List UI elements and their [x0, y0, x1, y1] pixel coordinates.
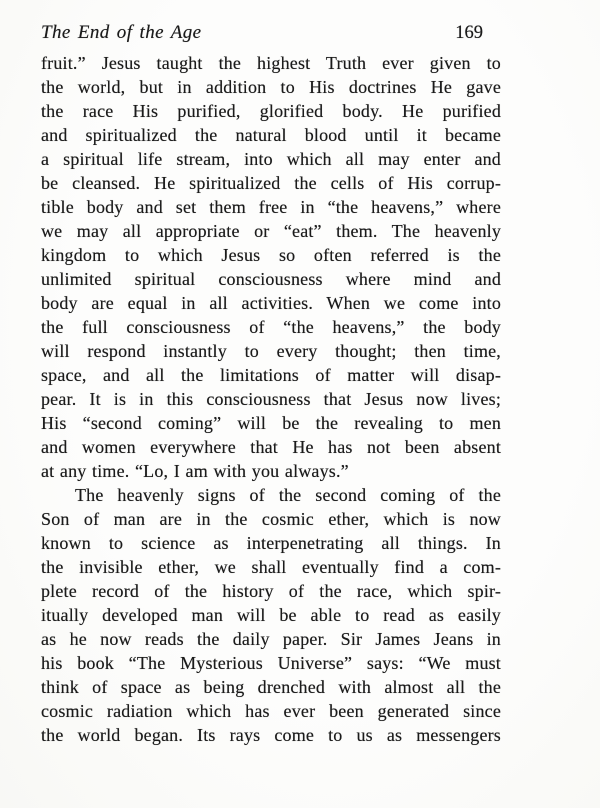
text-line: the full consciousness of “the heavens,” the body [41, 317, 501, 337]
text-line: the invisible ether, we shall eventually find a com- [41, 557, 501, 577]
body-text [41, 51, 501, 747]
text-line: be cleansed. He spiritualized the cells of His corrup- [41, 173, 501, 193]
text-line: think of space as being drenched with almost all the [41, 677, 501, 697]
text-line: kingdom to which Jesus so often referred is the [41, 245, 501, 265]
text-line: unlimited spiritual consciousness where mind and [41, 269, 501, 289]
text-line: the race His purified, glorified body. He purified [41, 101, 501, 121]
text-line: known to science as interpenetrating all things. In [41, 533, 501, 553]
text-line: itually developed man will be able to read as easily [41, 605, 501, 625]
text-line: a spiritual life stream, into which all may enter and [41, 149, 501, 169]
text-line: and women everywhere that He has not been absent [41, 437, 501, 457]
text-line: Son of man are in the cosmic ether, which is now [41, 509, 501, 529]
running-title: The End of the Age [41, 22, 202, 43]
text-line: His “second coming” will be the revealing to men [41, 413, 501, 433]
text-line: we may all appropriate or “eat” them. The heavenly [41, 221, 501, 241]
text-line: The heavenly signs of the second coming of the [75, 485, 501, 505]
text-line: tible body and set them free in “the heavens,” where [41, 197, 501, 217]
text-line: and spiritualized the natural blood until it became [41, 125, 501, 145]
page-number: 169 [455, 23, 483, 43]
page-header [41, 22, 483, 44]
text-line: the world, but in addition to His doctrines He gave [41, 77, 501, 97]
text-line: as he now reads the daily paper. Sir James Jeans in [41, 629, 501, 649]
text-line: body are equal in all activities. When we come into [41, 293, 501, 313]
text-line: cosmic radiation which has ever been generated since [41, 701, 501, 721]
text-line: his book “The Mysterious Universe” says: “We must [41, 653, 501, 673]
text-line: fruit.” Jesus taught the highest Truth ever given to [41, 53, 501, 73]
text-line: space, and all the limitations of matter will disap- [41, 365, 501, 385]
text-line: the world began. Its rays come to us as messengers [41, 725, 501, 745]
text-line: will respond instantly to every thought; then time, [41, 341, 501, 361]
text-line: at any time. “Lo, I am with you always.” [41, 461, 349, 481]
text-line: pear. It is in this consciousness that Jesus now lives; [41, 389, 501, 409]
text-line: plete record of the history of the race, which spir- [41, 581, 501, 601]
